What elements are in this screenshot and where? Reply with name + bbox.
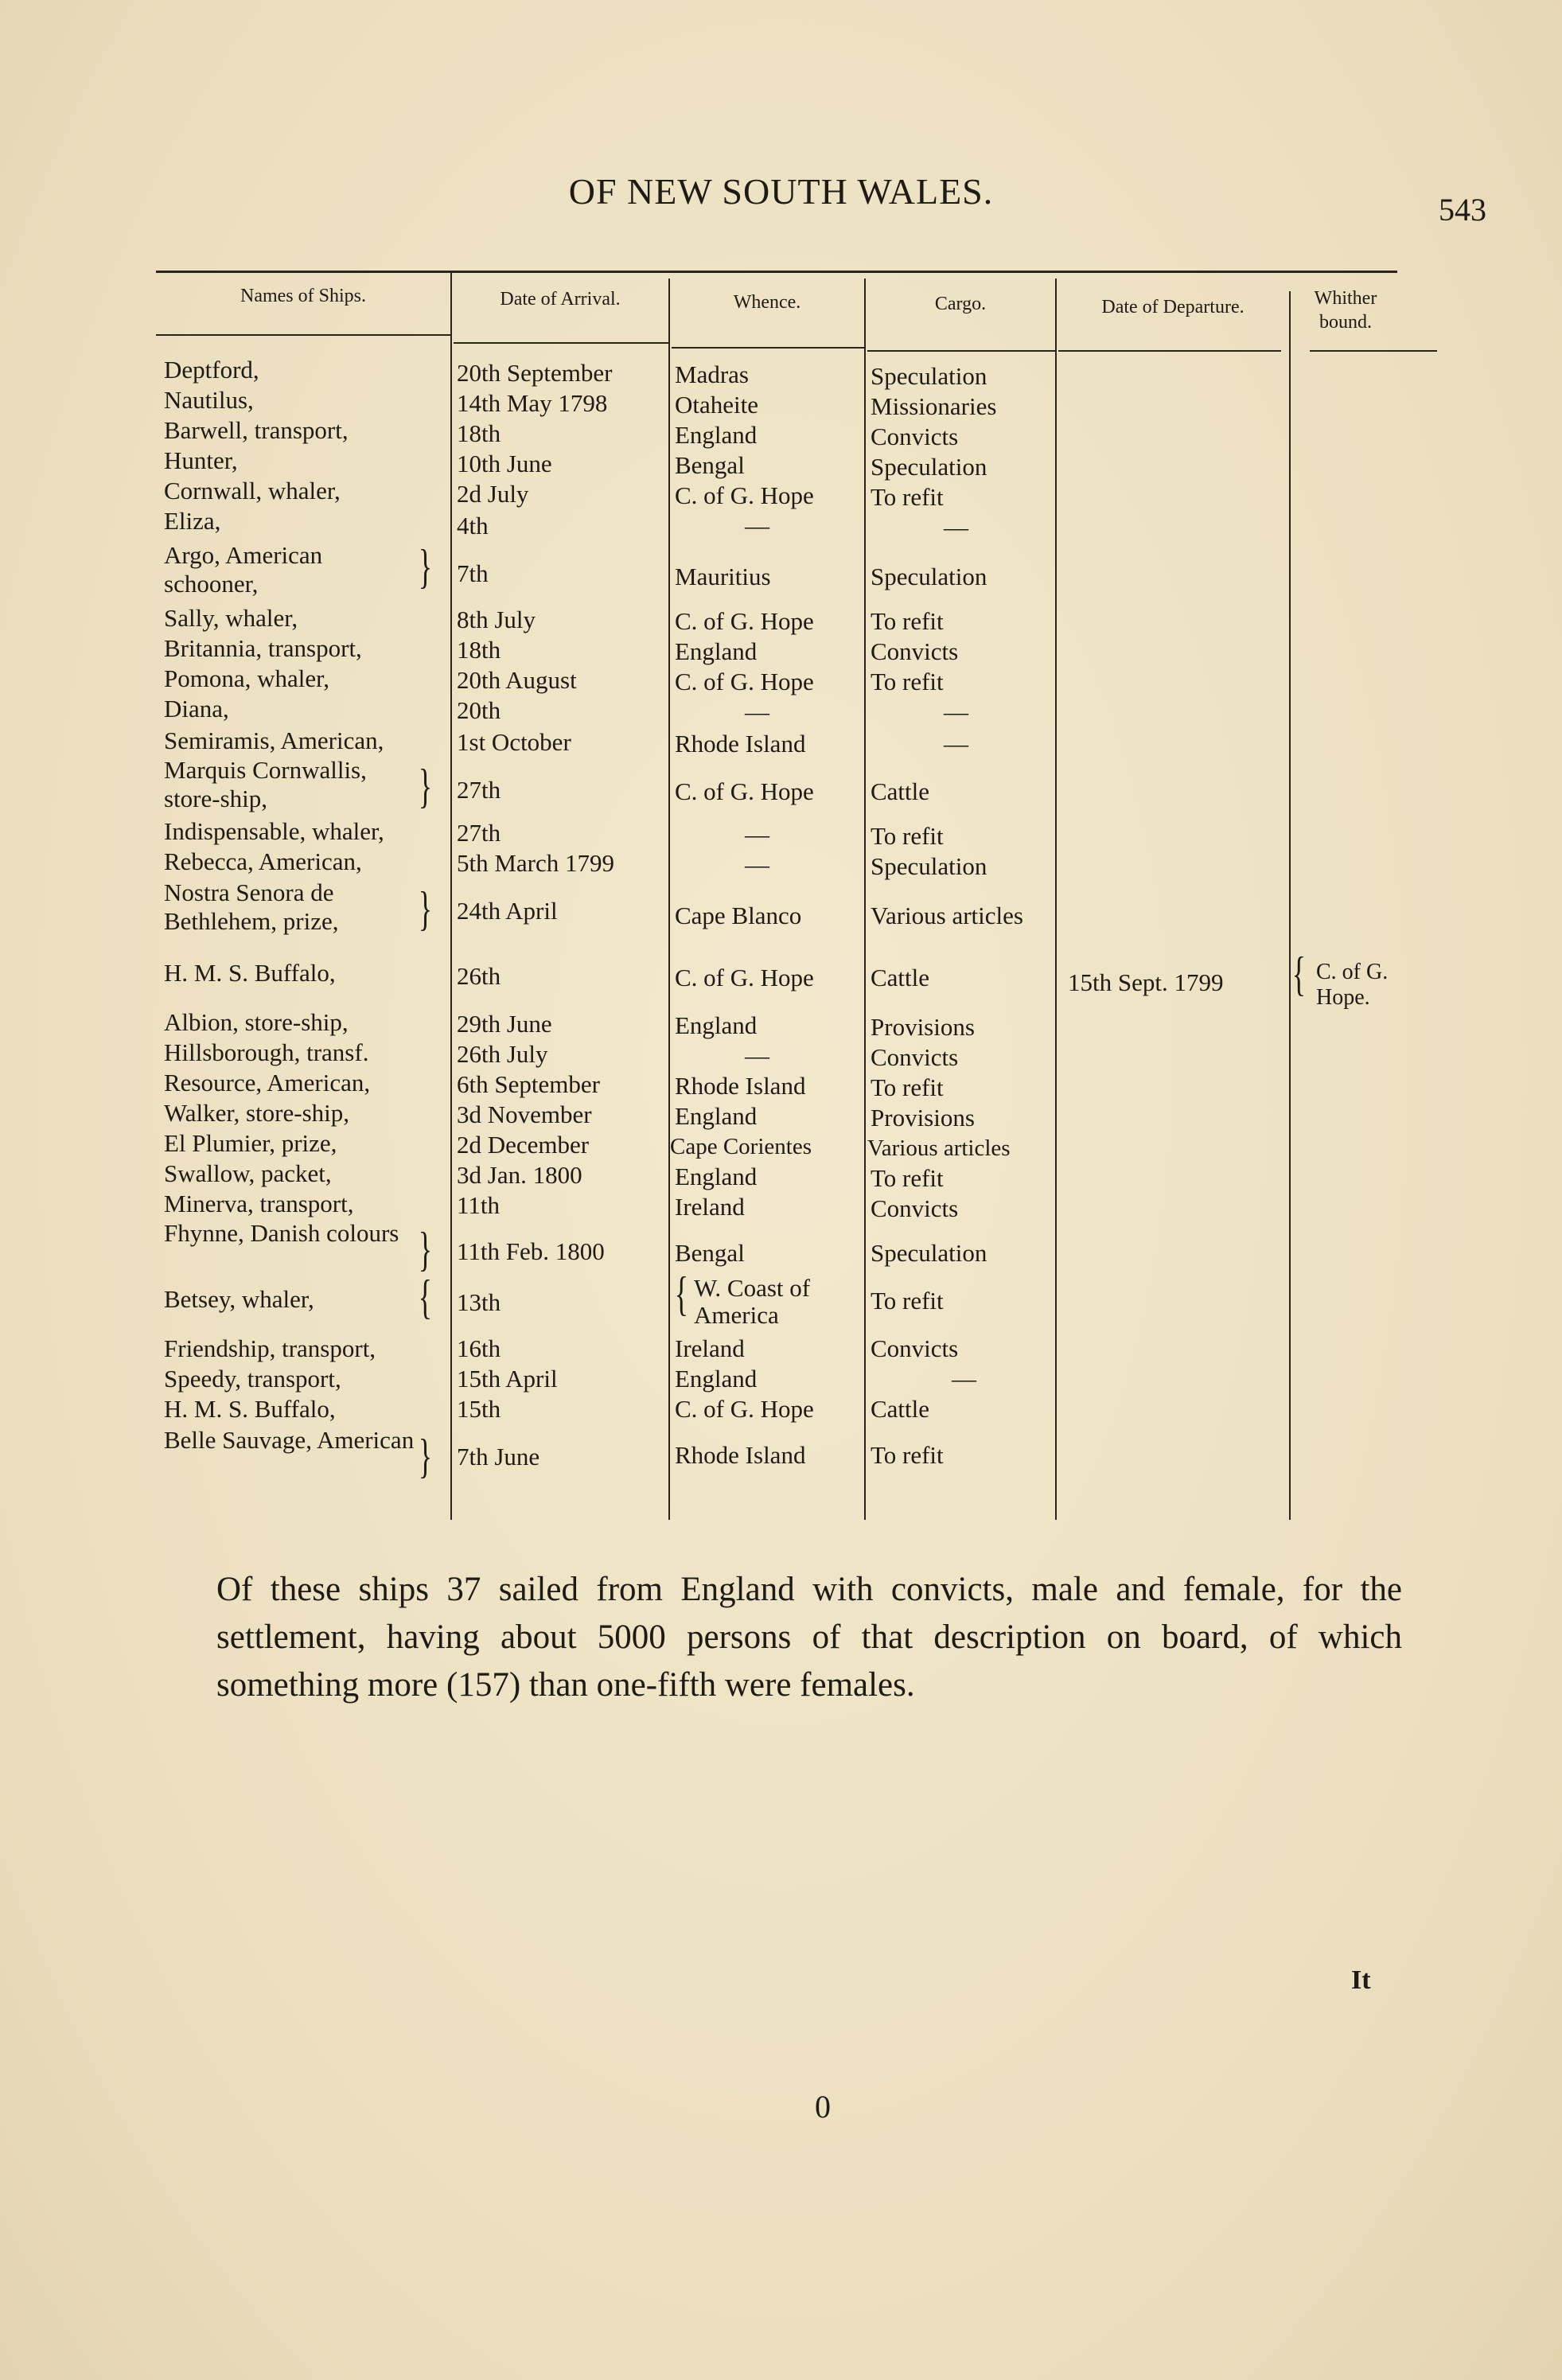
whence: —: [745, 820, 769, 848]
whence: C. of G. Hope: [675, 1395, 814, 1423]
column-header-names: Names of Ships.: [240, 286, 366, 306]
arrival-date: 2d July: [457, 480, 529, 508]
whence: Madras: [675, 360, 749, 388]
arrival-date: 1st October: [457, 728, 571, 756]
arrival-date: 26th: [457, 962, 501, 990]
whence: Cape Blanco: [675, 902, 802, 929]
arrival-date: 14th May 1798: [457, 389, 608, 417]
ship-name: Eliza,: [164, 507, 221, 535]
signature-mark: 0: [815, 2089, 831, 2125]
ship-name: Nostra Senora de Bethlehem, prize,: [164, 878, 339, 935]
ship-name: Rebecca, American,: [164, 847, 362, 875]
whence: England: [675, 1011, 758, 1039]
ship-name: Barwell, transport,: [164, 416, 349, 444]
arrival-date: 18th: [457, 636, 501, 664]
arrival-date: 11th: [457, 1191, 500, 1219]
ship-name: Argo, American schooner,: [164, 541, 323, 598]
cargo: Cattle: [871, 964, 930, 991]
cargo: Convicts: [871, 637, 959, 665]
column-header-departure: Date of Departure.: [1101, 297, 1245, 317]
arrival-date: 3d Jan. 1800: [457, 1161, 582, 1189]
arrival-date: 8th July: [457, 606, 536, 633]
whence: Rhode Island: [675, 1072, 806, 1100]
arrival-date: 27th: [457, 819, 501, 847]
cargo: Convicts: [871, 1043, 959, 1071]
column-divider-2: [668, 279, 670, 1520]
whence: Rhode Island: [675, 1441, 806, 1469]
arrival-date: 27th: [457, 776, 501, 804]
whence: C. of G. Hope: [675, 777, 814, 805]
arrival-date: 7th: [457, 559, 489, 587]
whither-bound: C. of G. Hope.: [1316, 960, 1389, 1010]
whence: C. of G. Hope: [675, 607, 814, 635]
ship-name: Fhynne, Danish colours: [164, 1219, 399, 1247]
header-bottom-rule-date: [454, 342, 668, 344]
cargo: To refit: [871, 607, 944, 635]
cargo: Cattle: [871, 1395, 930, 1423]
arrival-date: 18th: [457, 419, 501, 447]
arrival-date: 2d December: [457, 1131, 590, 1159]
narrative-paragraph: Of these ships 37 sailed from England with convicts, male and female, for the settlement, having about 5000 persons of that description on board, of which something more (157) than one-fifth were females.: [216, 1571, 1402, 1704]
column-header-arrival: Date of Arrival.: [500, 289, 621, 310]
arrival-date: 15th April: [457, 1365, 558, 1393]
cargo: —: [944, 730, 968, 758]
ship-name: El Plumier, prize,: [164, 1129, 337, 1157]
column-header-whence: Whence.: [733, 292, 801, 313]
cargo: To refit: [871, 668, 944, 695]
arrival-date: 4th: [457, 512, 489, 539]
arrival-date: 20th September: [457, 359, 613, 387]
whence: Rhode Island: [675, 730, 806, 758]
arrival-date: 20th August: [457, 666, 577, 694]
ship-name: Minerva, transport,: [164, 1190, 354, 1217]
arrival-date: 6th September: [457, 1070, 600, 1098]
brace-icon: }: [418, 1430, 433, 1482]
cargo: Convicts: [871, 1334, 959, 1362]
cargo: To refit: [871, 1164, 944, 1192]
ship-name: Albion, store-ship,: [164, 1008, 349, 1036]
brace-icon: }: [418, 760, 433, 812]
whence: England: [675, 421, 758, 449]
whence: —: [745, 698, 769, 726]
catchword: It: [1351, 1965, 1371, 1995]
cargo: Speculation: [871, 1239, 987, 1267]
whence: England: [675, 1102, 758, 1130]
column-divider-5: [1289, 291, 1291, 1520]
brace-icon: }: [418, 1223, 433, 1276]
departure-date: 15th Sept. 1799: [1068, 968, 1224, 996]
header-bottom-rule-whence: [672, 347, 864, 349]
cargo: Convicts: [871, 1194, 959, 1222]
whence: Mauritius: [675, 563, 771, 590]
cargo: Provisions: [871, 1104, 975, 1132]
ship-name: Diana,: [164, 695, 229, 723]
ship-name: Hunter,: [164, 446, 238, 474]
ship-name: Swallow, packet,: [164, 1159, 332, 1187]
cargo: Convicts: [871, 423, 959, 450]
brace-icon: }: [418, 540, 433, 593]
arrival-date: 20th: [457, 696, 501, 724]
arrival-date: 10th June: [457, 450, 552, 477]
whence: Bengal: [675, 1239, 745, 1267]
cargo: Missionaries: [871, 392, 997, 420]
whence: C. of G. Hope: [675, 964, 814, 991]
cargo: Various articles: [871, 902, 1023, 929]
cargo: Provisions: [871, 1013, 975, 1041]
ship-name: Indispensable, whaler,: [164, 817, 384, 845]
ship-name: Marquis Cornwallis, store-ship,: [164, 756, 367, 812]
ship-name: Belle Sauvage, American: [164, 1426, 415, 1454]
ship-name: Resource, American,: [164, 1069, 371, 1097]
arrival-date: 24th April: [457, 897, 558, 925]
ship-name: Semiramis, American,: [164, 726, 384, 754]
ship-arrivals-table: [156, 259, 1445, 1512]
column-divider-1: [450, 271, 452, 1520]
whence: Cape Corientes: [670, 1134, 812, 1159]
cargo: —: [944, 698, 968, 726]
cargo: —: [952, 1365, 976, 1393]
arrival-date: 16th: [457, 1334, 501, 1362]
brace-icon: }: [418, 882, 433, 935]
header-bottom-rule-departure: [1058, 350, 1281, 352]
ship-name: Pomona, whaler,: [164, 664, 329, 692]
arrival-date: 26th July: [457, 1040, 548, 1068]
arrival-date: 3d November: [457, 1100, 592, 1128]
running-head: OF NEW SOUTH WALES.: [568, 171, 994, 212]
page-number: 543: [1439, 192, 1486, 228]
whence: Ireland: [675, 1193, 745, 1221]
column-header-cargo: Cargo.: [934, 294, 987, 314]
ship-name: Nautilus,: [164, 386, 254, 414]
arrival-date: 5th March 1799: [457, 849, 615, 877]
cargo: Various articles: [867, 1135, 1011, 1161]
brace-icon: {: [674, 1268, 689, 1320]
header-bottom-rule-names: [156, 334, 450, 336]
cargo: Speculation: [871, 563, 987, 590]
whence: —: [745, 1042, 769, 1069]
cargo: To refit: [871, 483, 944, 511]
ship-name: Cornwall, whaler,: [164, 477, 341, 504]
header-bottom-rule-cargo: [867, 350, 1055, 352]
ship-name: H. M. S. Buffalo,: [164, 1395, 336, 1423]
cargo: Speculation: [871, 453, 987, 481]
ship-name: Hillsborough, transf.: [164, 1038, 369, 1066]
ship-name: H. M. S. Buffalo,: [164, 959, 336, 987]
cargo: To refit: [871, 1287, 944, 1315]
arrival-date: 7th June: [457, 1443, 540, 1470]
cargo: To refit: [871, 822, 944, 850]
cargo: To refit: [871, 1073, 944, 1101]
table-top-rule: [156, 271, 1397, 273]
ship-name: Sally, whaler,: [164, 604, 298, 632]
arrival-date: 11th Feb. 1800: [457, 1237, 605, 1265]
whence: W. Coast of America: [694, 1274, 811, 1329]
whence: Bengal: [675, 451, 745, 479]
whence: C. of G. Hope: [675, 481, 814, 509]
cargo: Speculation: [871, 362, 987, 390]
ship-name: Britannia, transport,: [164, 634, 362, 662]
ship-name: Speedy, transport,: [164, 1365, 341, 1393]
header-bottom-rule-bound: [1310, 350, 1437, 352]
ship-name: Friendship, transport,: [164, 1334, 376, 1362]
ship-name: Betsey, whaler,: [164, 1285, 314, 1313]
cargo: Speculation: [871, 852, 987, 880]
cargo: To refit: [871, 1441, 944, 1469]
whence: Ireland: [675, 1334, 745, 1362]
ship-name: Walker, store-ship,: [164, 1099, 349, 1127]
whence: —: [745, 512, 769, 539]
cargo: —: [944, 513, 968, 541]
brace-icon: {: [418, 1271, 433, 1323]
arrival-date: 15th: [457, 1395, 501, 1423]
arrival-date: 13th: [457, 1288, 501, 1316]
brace-icon: {: [1291, 948, 1307, 1000]
whence: England: [675, 1163, 758, 1190]
whence: England: [675, 637, 758, 665]
column-header-bound: Whither bound.: [1314, 288, 1377, 333]
arrival-date: 29th June: [457, 1010, 552, 1038]
whence: —: [745, 851, 769, 878]
whence: England: [675, 1365, 758, 1393]
cargo: Cattle: [871, 777, 930, 805]
column-divider-3: [864, 279, 866, 1520]
ship-name: Deptford,: [164, 356, 259, 384]
whence: C. of G. Hope: [675, 668, 814, 695]
whence: Otaheite: [675, 391, 759, 419]
column-divider-4: [1055, 279, 1057, 1520]
